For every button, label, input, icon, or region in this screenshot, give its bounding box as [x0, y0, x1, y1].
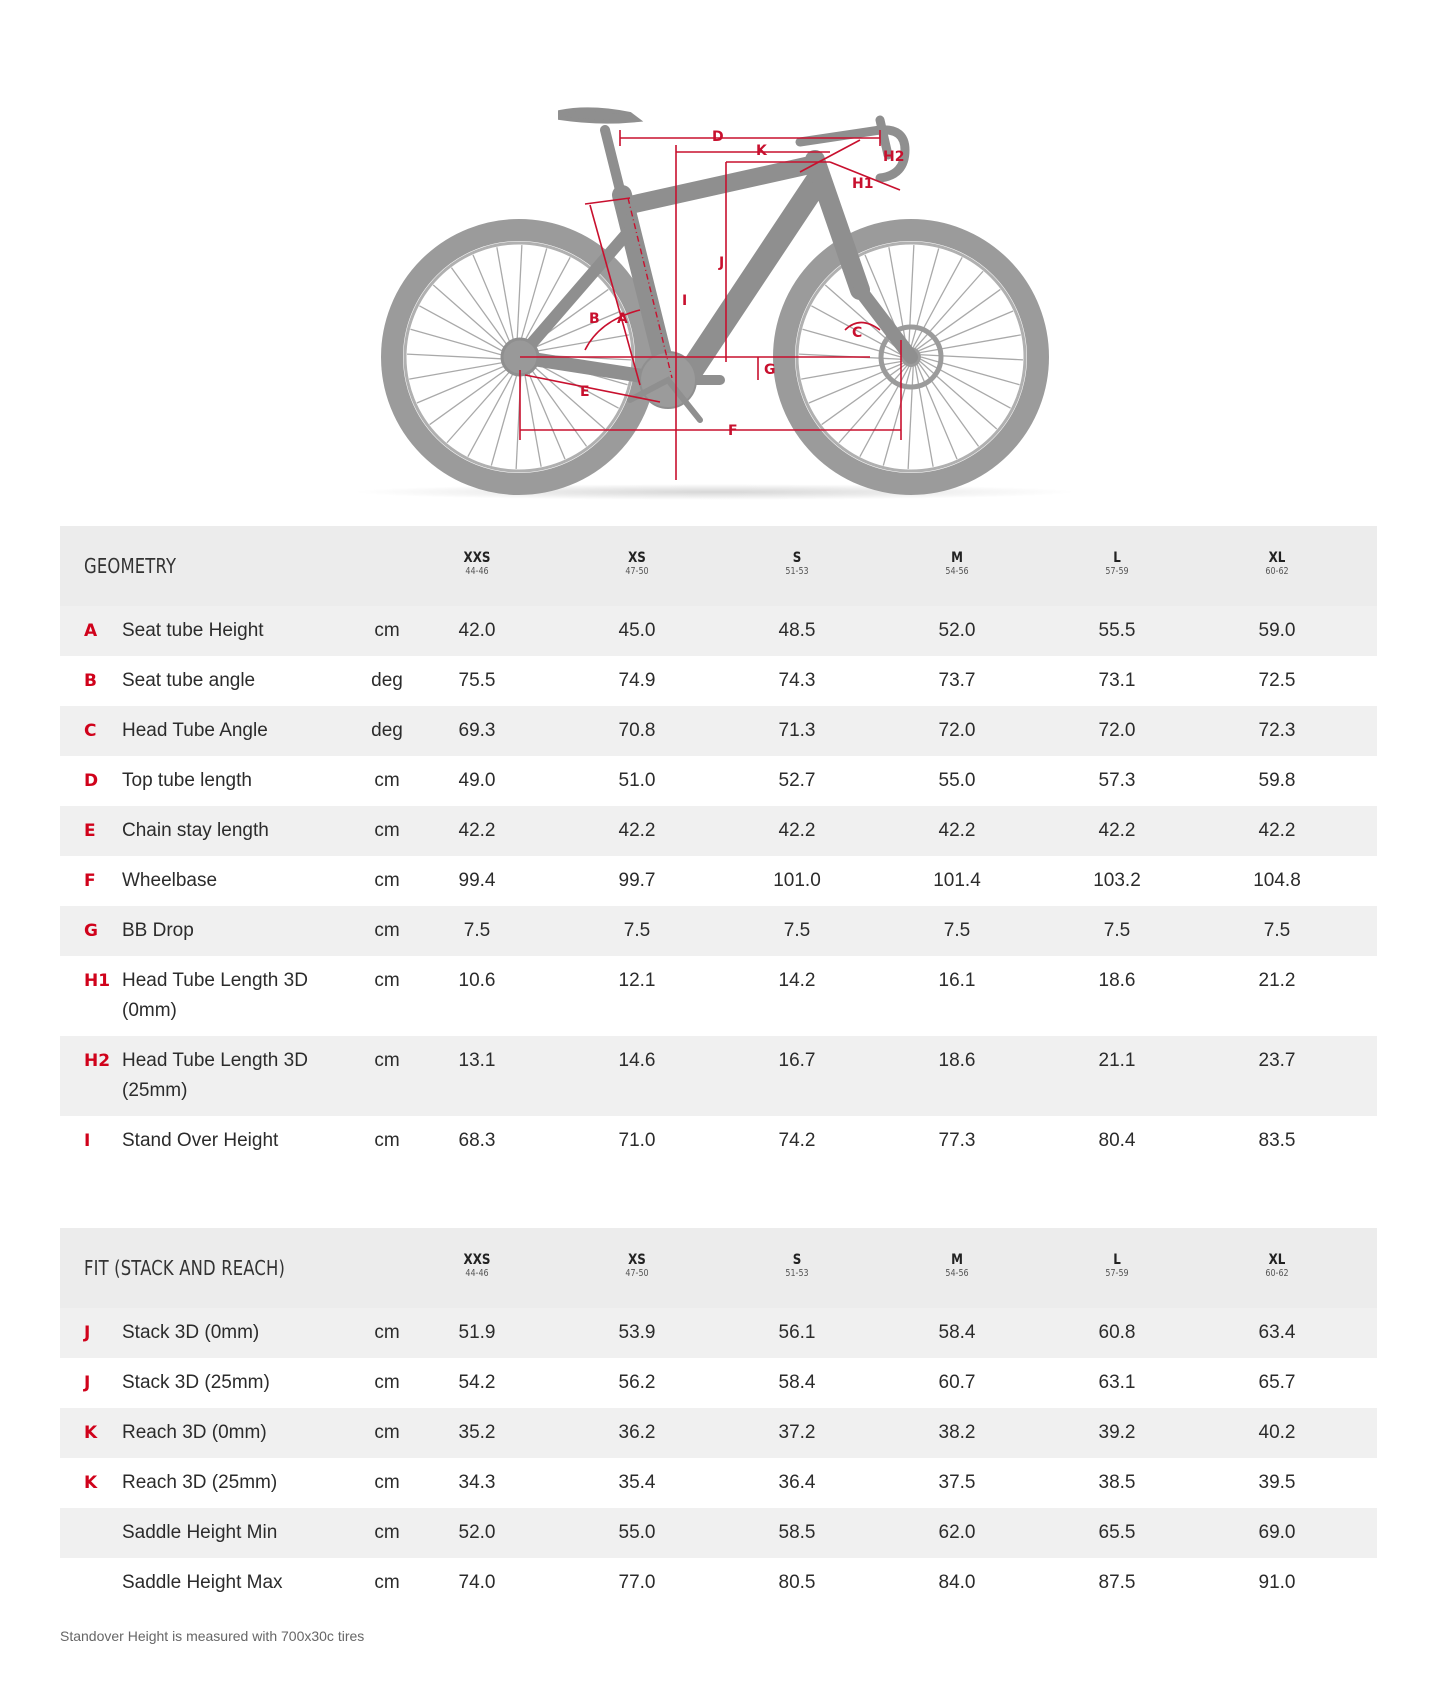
row-value: 21.1	[1098, 1050, 1136, 1071]
row-unit: cm	[374, 1130, 400, 1151]
row-value: 72.0	[1098, 720, 1136, 741]
row-unit: cm	[374, 920, 400, 941]
row-value: 42.2	[1258, 820, 1296, 841]
row-value: 51.9	[458, 1322, 496, 1343]
fit-table-title: FIT (STACK AND REACH)	[84, 1256, 286, 1280]
table-row	[60, 1116, 1377, 1166]
row-unit: cm	[374, 1572, 400, 1593]
row-key: I	[84, 1131, 91, 1151]
size-column-header: XL 60-62	[1265, 550, 1289, 577]
row-key: F	[84, 871, 96, 891]
row-value: 57.3	[1098, 770, 1136, 791]
table-row	[60, 1308, 1377, 1358]
row-value: 87.5	[1098, 1572, 1136, 1593]
row-value: 35.2	[458, 1422, 496, 1443]
row-value: 34.3	[458, 1472, 496, 1493]
row-unit: cm	[374, 870, 400, 891]
size-column-header: S 51-53	[785, 550, 809, 577]
row-value: 65.7	[1258, 1372, 1296, 1393]
row-value: 21.2	[1258, 970, 1296, 991]
row-label: Reach 3D (0mm)	[122, 1422, 267, 1443]
row-value: 80.4	[1098, 1130, 1136, 1151]
row-value: 55.5	[1098, 620, 1136, 641]
row-value: 60.7	[938, 1372, 976, 1393]
row-value: 39.5	[1258, 1472, 1296, 1493]
row-value: 7.5	[943, 920, 971, 941]
row-value: 68.3	[458, 1130, 496, 1151]
row-value: 56.2	[618, 1372, 656, 1393]
row-value: 52.0	[458, 1522, 496, 1543]
diagram-label-f: F	[728, 423, 738, 439]
row-value: 83.5	[1258, 1130, 1296, 1151]
row-key: H1	[84, 971, 111, 991]
row-label: Seat tube angle	[122, 670, 256, 691]
row-value: 71.0	[618, 1130, 656, 1151]
size-column-header: XL 60-62	[1265, 1252, 1289, 1279]
row-value: 101.4	[933, 870, 981, 891]
row-value: 13.1	[458, 1050, 496, 1071]
row-key: J	[84, 1373, 91, 1393]
table-row	[60, 1458, 1377, 1508]
geometry-table	[60, 526, 1377, 1166]
row-value: 58.4	[938, 1322, 976, 1343]
row-value: 73.1	[1098, 670, 1136, 691]
table-row	[60, 1036, 1377, 1116]
bike-geometry-diagram	[0, 0, 1432, 520]
row-label: Reach 3D (25mm)	[122, 1472, 278, 1493]
table-row	[60, 656, 1377, 706]
fit-table-body	[60, 1308, 1377, 1608]
row-label: Stack 3D (25mm)	[122, 1372, 270, 1393]
row-value: 84.0	[938, 1572, 976, 1593]
row-key: G	[84, 921, 98, 941]
row-key: E	[84, 821, 96, 841]
size-column-header: S 51-53	[785, 1252, 809, 1279]
row-value: 12.1	[618, 970, 656, 991]
row-value: 23.7	[1258, 1050, 1296, 1071]
row-value: 71.3	[778, 720, 816, 741]
size-column-header: XS 47-50	[625, 1252, 649, 1279]
row-key: H2	[84, 1051, 111, 1071]
row-label: Stack 3D (0mm)	[122, 1322, 260, 1343]
row-label: Head Tube Angle	[122, 720, 268, 741]
row-value: 42.2	[458, 820, 496, 841]
diagram-label-h1: H1	[852, 176, 874, 192]
diagram-label-k: K	[756, 143, 767, 159]
row-value: 91.0	[1258, 1572, 1296, 1593]
row-value: 36.2	[618, 1422, 656, 1443]
row-value: 10.6	[458, 970, 496, 991]
row-unit: cm	[374, 1422, 400, 1443]
diagram-label-a: A	[617, 311, 628, 327]
row-value: 74.0	[458, 1572, 496, 1593]
diagram-label-h2: H2	[883, 149, 905, 165]
row-value: 58.5	[778, 1522, 816, 1543]
row-value: 74.9	[618, 670, 656, 691]
row-value: 56.1	[778, 1322, 816, 1343]
row-key: K	[84, 1423, 98, 1443]
fit-table-header	[60, 1228, 1377, 1308]
size-column-header: XXS 44-46	[463, 550, 491, 577]
row-key: B	[84, 671, 97, 691]
row-value: 42.0	[458, 620, 496, 641]
geometry-table-header	[60, 526, 1377, 606]
row-value: 104.8	[1253, 870, 1301, 891]
row-unit: cm	[374, 1522, 400, 1543]
size-column-header: M 54-56	[945, 550, 969, 577]
row-value: 75.5	[458, 670, 496, 691]
row-value: 74.3	[778, 670, 816, 691]
fit-table	[60, 1228, 1377, 1608]
row-value: 45.0	[618, 620, 656, 641]
row-value: 72.3	[1258, 720, 1296, 741]
row-unit: cm	[374, 1372, 400, 1393]
size-column-header: XS 47-50	[625, 550, 649, 577]
row-value: 18.6	[938, 1050, 976, 1071]
row-value: 99.4	[458, 870, 496, 891]
row-key: C	[84, 721, 97, 741]
geometry-table-title: GEOMETRY	[84, 554, 177, 578]
row-value: 14.2	[778, 970, 816, 991]
row-value: 99.7	[618, 870, 656, 891]
row-value: 36.4	[778, 1472, 816, 1493]
row-value: 59.0	[1258, 620, 1296, 641]
row-label: Seat tube Height	[122, 620, 264, 641]
diagram-label-c: C	[852, 325, 863, 341]
row-value: 51.0	[618, 770, 656, 791]
row-value: 35.4	[618, 1472, 656, 1493]
row-value: 14.6	[618, 1050, 656, 1071]
table-row	[60, 606, 1377, 656]
row-value: 7.5	[623, 920, 651, 941]
row-unit: cm	[374, 820, 400, 841]
row-label: Chain stay length	[122, 820, 269, 841]
diagram-label-i: I	[682, 293, 688, 309]
row-value: 62.0	[938, 1522, 976, 1543]
row-value: 37.2	[778, 1422, 816, 1443]
geometry-table-body	[60, 606, 1377, 1166]
row-value: 55.0	[938, 770, 976, 791]
row-label: Top tube length	[122, 770, 252, 791]
row-value: 72.5	[1258, 670, 1296, 691]
size-column-header: L 57-59	[1105, 1252, 1129, 1279]
table-row	[60, 1408, 1377, 1458]
row-value: 7.5	[1263, 920, 1291, 941]
row-unit: cm	[374, 620, 400, 641]
diagram-label-e: E	[580, 384, 590, 400]
row-value: 53.9	[618, 1322, 656, 1343]
row-key: K	[84, 1473, 98, 1493]
row-unit: cm	[374, 1322, 400, 1343]
row-key: D	[84, 771, 99, 791]
row-value: 37.5	[938, 1472, 976, 1493]
size-column-header: L 57-59	[1105, 550, 1129, 577]
row-value: 63.1	[1098, 1372, 1136, 1393]
table-row	[60, 956, 1377, 1036]
row-value: 74.2	[778, 1130, 816, 1151]
row-value: 39.2	[1098, 1422, 1136, 1443]
row-value: 58.4	[778, 1372, 816, 1393]
row-value: 42.2	[778, 820, 816, 841]
bike-frame	[502, 109, 911, 420]
table-row	[60, 856, 1377, 906]
table-row	[60, 706, 1377, 756]
row-label: Head Tube Length 3D (25mm)	[122, 1050, 308, 1101]
row-value: 69.3	[458, 720, 496, 741]
diagram-label-g: G	[764, 362, 776, 378]
table-row	[60, 1558, 1377, 1608]
size-column-header: XXS 44-46	[463, 1252, 491, 1279]
row-value: 42.2	[1098, 820, 1136, 841]
row-value: 63.4	[1258, 1322, 1296, 1343]
row-value: 38.5	[1098, 1472, 1136, 1493]
row-value: 77.0	[618, 1572, 656, 1593]
row-value: 42.2	[938, 820, 976, 841]
row-value: 40.2	[1258, 1422, 1296, 1443]
row-value: 80.5	[778, 1572, 816, 1593]
row-label: Head Tube Length 3D (0mm)	[122, 970, 308, 1021]
table-row	[60, 1358, 1377, 1408]
row-value: 70.8	[618, 720, 656, 741]
row-value: 48.5	[778, 620, 816, 641]
diagram-label-d: D	[712, 129, 724, 145]
table-row	[60, 806, 1377, 856]
table-row	[60, 756, 1377, 806]
row-value: 77.3	[938, 1130, 976, 1151]
row-value: 42.2	[618, 820, 656, 841]
footnote: Standover Height is measured with 700x30c tires	[60, 1628, 365, 1644]
row-value: 54.2	[458, 1372, 496, 1393]
row-label: BB Drop	[122, 920, 194, 941]
diagram-label-j: J	[719, 255, 725, 271]
row-unit: cm	[374, 1472, 400, 1493]
row-value: 101.0	[773, 870, 821, 891]
row-value: 52.7	[778, 770, 816, 791]
row-value: 55.0	[618, 1522, 656, 1543]
row-unit: deg	[371, 720, 403, 741]
row-unit: cm	[374, 970, 400, 991]
row-value: 38.2	[938, 1422, 976, 1443]
row-value: 7.5	[1103, 920, 1131, 941]
row-unit: cm	[374, 770, 400, 791]
row-value: 72.0	[938, 720, 976, 741]
row-unit: cm	[374, 1050, 400, 1071]
row-label: Saddle Height Min	[122, 1522, 278, 1543]
row-key: J	[84, 1323, 91, 1343]
row-value: 60.8	[1098, 1322, 1136, 1343]
row-value: 59.8	[1258, 770, 1296, 791]
table-row	[60, 1508, 1377, 1558]
bike-illustration	[0, 0, 1432, 520]
row-label: Stand Over Height	[122, 1130, 279, 1151]
row-value: 49.0	[458, 770, 496, 791]
row-value: 7.5	[463, 920, 491, 941]
row-value: 73.7	[938, 670, 976, 691]
row-value: 52.0	[938, 620, 976, 641]
row-label: Wheelbase	[122, 870, 218, 891]
table-row	[60, 906, 1377, 956]
row-value: 7.5	[783, 920, 811, 941]
row-value: 16.7	[778, 1050, 816, 1071]
diagram-label-b: B	[589, 311, 600, 327]
size-column-header: M 54-56	[945, 1252, 969, 1279]
row-value: 18.6	[1098, 970, 1136, 991]
row-value: 65.5	[1098, 1522, 1136, 1543]
row-key: A	[84, 621, 98, 641]
row-value: 103.2	[1093, 870, 1141, 891]
row-value: 16.1	[938, 970, 976, 991]
row-label: Saddle Height Max	[122, 1572, 283, 1593]
row-value: 69.0	[1258, 1522, 1296, 1543]
row-unit: deg	[371, 670, 403, 691]
